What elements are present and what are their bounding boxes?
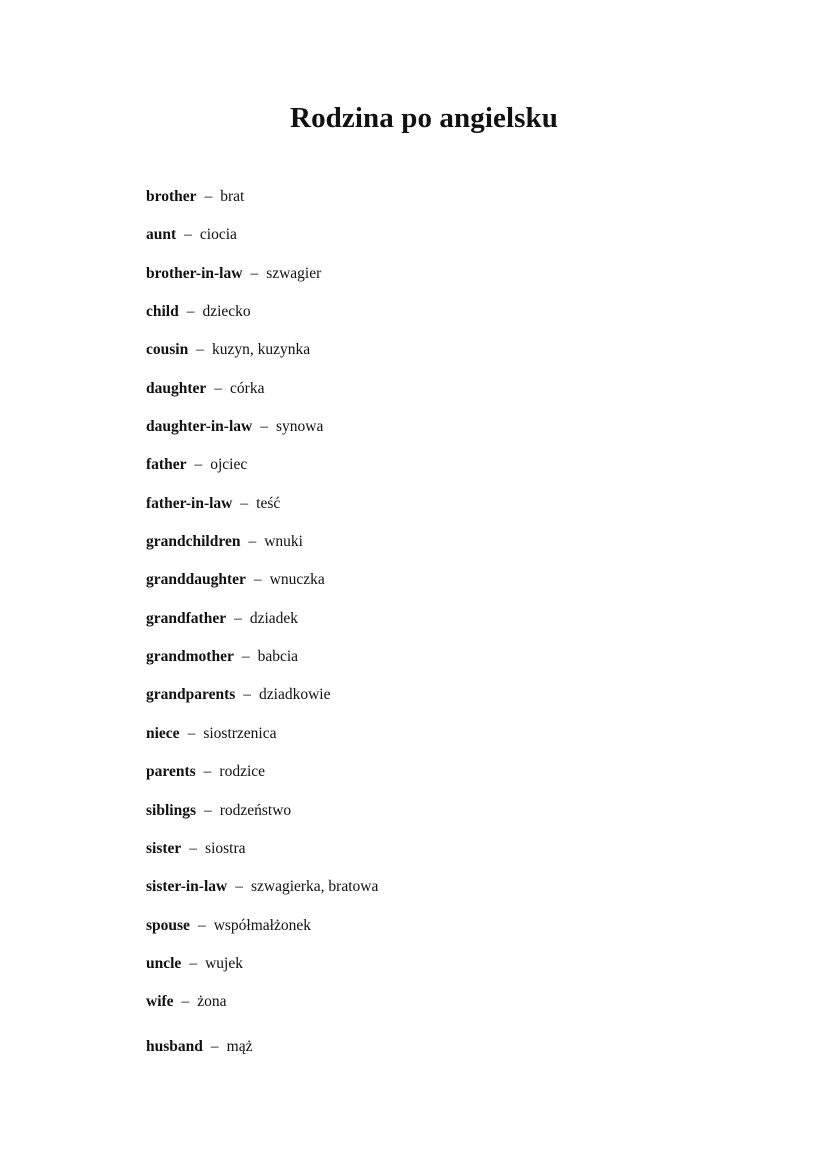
polish-translation: ciocia bbox=[199, 226, 237, 244]
separator-dash: – bbox=[189, 839, 198, 857]
list-item bbox=[146, 683, 378, 721]
english-word: daughter-in-law bbox=[146, 418, 253, 436]
list-item bbox=[146, 645, 378, 683]
list-item bbox=[146, 914, 378, 952]
english-word: granddaughter bbox=[146, 571, 246, 589]
list-item bbox=[146, 300, 378, 338]
polish-translation: mąż bbox=[226, 1037, 253, 1055]
english-word: brother bbox=[146, 188, 197, 205]
list-item bbox=[146, 262, 378, 300]
list-item bbox=[146, 875, 378, 913]
separator-dash: – bbox=[194, 456, 203, 474]
separator-dash: – bbox=[234, 609, 242, 627]
polish-translation: dziadek bbox=[249, 609, 299, 627]
english-word: daughter bbox=[146, 379, 207, 397]
english-word: husband bbox=[146, 1037, 203, 1055]
separator-dash: – bbox=[243, 686, 252, 704]
list-item bbox=[146, 530, 378, 568]
english-word: child bbox=[146, 303, 179, 321]
list-item bbox=[146, 760, 378, 798]
polish-translation: żona bbox=[197, 993, 227, 1011]
separator-dash: – bbox=[260, 418, 268, 436]
english-word: cousin bbox=[146, 341, 189, 359]
polish-translation: córka bbox=[230, 379, 265, 397]
list-item bbox=[146, 492, 378, 530]
polish-translation: siostrzenica bbox=[203, 724, 277, 742]
polish-translation: synowa bbox=[275, 418, 324, 436]
english-word: wife bbox=[146, 993, 174, 1011]
separator-dash: – bbox=[253, 571, 262, 589]
english-word: grandmother bbox=[146, 648, 234, 666]
separator-dash: – bbox=[204, 188, 213, 205]
separator-dash: – bbox=[240, 494, 249, 512]
polish-translation: kuzyn, kuzynka bbox=[211, 341, 311, 359]
polish-translation: wnuczka bbox=[269, 571, 325, 589]
english-word: grandparents bbox=[146, 686, 236, 704]
list-item bbox=[146, 415, 378, 453]
english-word: grandfather bbox=[146, 609, 227, 627]
english-word: parents bbox=[146, 763, 196, 781]
polish-translation: brat bbox=[220, 188, 245, 205]
list-item bbox=[146, 607, 378, 645]
page-title: Rodzina po angielsku bbox=[290, 102, 558, 134]
english-word: sister-in-law bbox=[146, 878, 228, 896]
polish-translation: dziadkowie bbox=[259, 686, 331, 704]
polish-translation: dziecko bbox=[202, 303, 251, 321]
list-item bbox=[146, 453, 378, 491]
list-item bbox=[146, 1035, 378, 1073]
list-item bbox=[146, 799, 378, 837]
separator-dash: – bbox=[187, 724, 196, 742]
list-item bbox=[146, 952, 378, 990]
list-item bbox=[146, 837, 378, 875]
english-word: aunt bbox=[146, 226, 177, 244]
polish-translation: siostra bbox=[205, 839, 246, 857]
english-word: siblings bbox=[146, 801, 196, 819]
separator-dash: – bbox=[197, 916, 206, 934]
separator-dash: – bbox=[184, 226, 192, 244]
english-word: father bbox=[146, 456, 187, 474]
english-word: father-in-law bbox=[146, 494, 233, 512]
separator-dash: – bbox=[250, 264, 259, 282]
english-word: brother-in-law bbox=[146, 264, 243, 282]
polish-translation: szwagierka, bratowa bbox=[250, 878, 379, 896]
english-word: grandchildren bbox=[146, 533, 241, 551]
separator-dash: – bbox=[235, 878, 243, 896]
polish-translation: rodzice bbox=[219, 763, 266, 781]
list-item bbox=[146, 338, 378, 376]
list-item bbox=[146, 722, 378, 760]
separator-dash: – bbox=[241, 648, 250, 666]
list-item bbox=[146, 185, 378, 223]
polish-translation: ojciec bbox=[210, 456, 248, 474]
separator-dash: – bbox=[196, 341, 204, 359]
polish-translation: babcia bbox=[257, 648, 299, 666]
list-item bbox=[146, 990, 378, 1028]
separator-dash: – bbox=[203, 763, 212, 781]
separator-dash: – bbox=[186, 303, 195, 321]
english-word: spouse bbox=[146, 916, 190, 934]
polish-translation: rodzeństwo bbox=[219, 801, 292, 819]
vocabulary-list bbox=[146, 185, 378, 1073]
polish-translation: teść bbox=[256, 494, 281, 512]
english-word: uncle bbox=[146, 954, 182, 972]
separator-dash: – bbox=[203, 801, 212, 819]
list-item bbox=[146, 223, 378, 261]
separator-dash: – bbox=[210, 1037, 219, 1055]
polish-translation: współmałżonek bbox=[213, 916, 311, 934]
separator-dash: – bbox=[189, 954, 198, 972]
english-word: sister bbox=[146, 839, 182, 857]
polish-translation: wnuki bbox=[264, 533, 303, 551]
english-word: niece bbox=[146, 724, 180, 742]
separator-dash: – bbox=[248, 533, 257, 551]
separator-dash: – bbox=[181, 993, 190, 1011]
separator-dash: – bbox=[214, 379, 223, 397]
polish-translation: wujek bbox=[205, 954, 243, 972]
list-item bbox=[146, 377, 378, 415]
list-item bbox=[146, 568, 378, 606]
polish-translation: szwagier bbox=[266, 264, 322, 282]
